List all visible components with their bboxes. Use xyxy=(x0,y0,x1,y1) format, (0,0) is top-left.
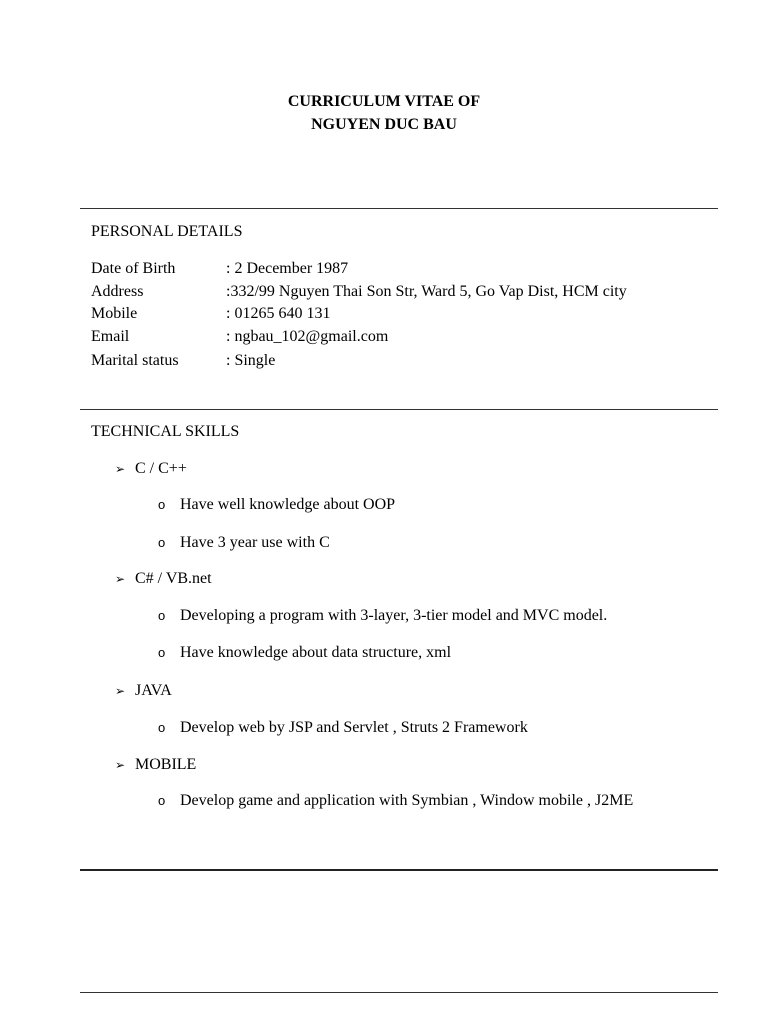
skill-detail-item xyxy=(158,494,650,516)
circle-bullet-icon: o xyxy=(158,535,166,550)
skill-detail-item xyxy=(158,532,650,554)
detail-label-marital-status: Marital status xyxy=(91,352,179,369)
personal-details-heading: PERSONAL DETAILS xyxy=(91,223,243,240)
arrow-bullet-icon: ➢ xyxy=(115,684,126,698)
footer-divider xyxy=(80,992,718,993)
skill-detail-text: Have knowledge about data structure, xml xyxy=(180,644,452,661)
skill-name: MOBILE xyxy=(135,756,197,773)
arrow-bullet-icon: ➢ xyxy=(115,462,126,476)
skill-detail-item xyxy=(158,605,650,627)
skill-name: C# / VB.net xyxy=(135,570,212,587)
detail-label-address: Address xyxy=(91,283,144,300)
document-title-line-2: NGUYEN DUC BAU xyxy=(311,116,457,133)
detail-label-email: Email xyxy=(91,328,130,345)
skill-detail-item xyxy=(158,790,650,812)
arrow-bullet-icon: ➢ xyxy=(115,572,126,586)
skill-detail-item xyxy=(158,642,650,664)
detail-value-date-of-birth: : 2 December 1987 xyxy=(226,260,349,277)
skill-detail-item xyxy=(158,717,650,739)
technical-skills-heading: TECHNICAL SKILLS xyxy=(91,423,240,440)
skill-name: C / C++ xyxy=(135,460,187,477)
circle-bullet-icon: o xyxy=(158,645,166,660)
detail-value-mobile: : 01265 640 131 xyxy=(226,305,331,322)
skill-detail-text: Develop game and application with Symbian , Window mobile , J2ME xyxy=(180,792,634,809)
circle-bullet-icon: o xyxy=(158,608,166,623)
arrow-bullet-icon: ➢ xyxy=(115,758,126,772)
detail-label-mobile: Mobile xyxy=(91,305,138,322)
section-divider xyxy=(80,869,718,871)
document-title-line-1: CURRICULUM VITAE OF xyxy=(287,93,481,110)
circle-bullet-icon: o xyxy=(158,720,166,735)
skill-detail-text: Develop web by JSP and Servlet , Struts 2 Framework xyxy=(180,719,528,736)
skill-detail-text: Have 3 year use with C xyxy=(180,534,330,551)
skill-item-c-cpp xyxy=(115,458,187,480)
skill-name: JAVA xyxy=(135,682,172,699)
detail-value-email: : ngbau_102@gmail.com xyxy=(226,328,389,345)
skill-detail-text: Have well knowledge about OOP xyxy=(180,496,396,513)
skill-item-csharp-vbnet xyxy=(115,568,212,590)
skill-detail-text: Developing a program with 3-layer, 3-tier model and MVC model. xyxy=(180,607,608,624)
detail-value-address: :332/99 Nguyen Thai Son Str, Ward 5, Go Vap Dist, HCM city xyxy=(226,283,627,300)
circle-bullet-icon: o xyxy=(158,497,166,512)
section-divider xyxy=(80,409,718,410)
skill-item-java xyxy=(115,680,172,702)
detail-label-date-of-birth: Date of Birth xyxy=(91,260,176,277)
skill-item-mobile xyxy=(115,754,196,776)
detail-value-marital-status: : Single xyxy=(226,352,276,369)
section-divider xyxy=(80,208,718,209)
circle-bullet-icon: o xyxy=(158,793,166,808)
